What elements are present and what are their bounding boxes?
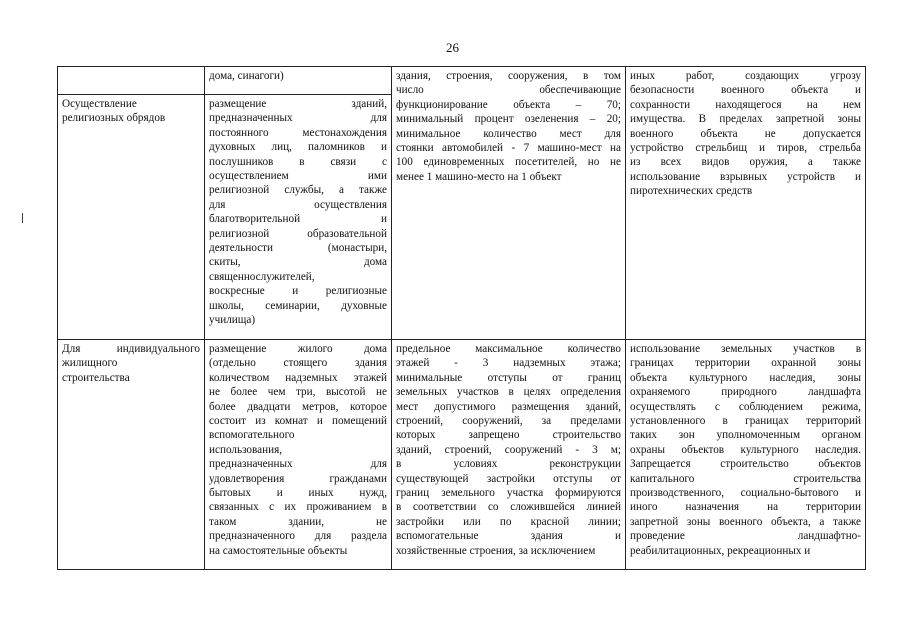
page-number: 26 — [446, 40, 459, 55]
text-line: дома, синагоги) — [209, 70, 284, 82]
text-line: бытовых и иных нужд, — [209, 487, 387, 500]
text-line: установленного в границах территорий — [630, 415, 861, 428]
text-line: устройство стрельбищ и тиров, стрельба — [630, 142, 861, 155]
text-line: проведение ландшафтно- — [630, 530, 861, 543]
text-line: этажей - 3 надземных этажа; — [396, 357, 621, 370]
text-line: размещение жилого дома — [209, 343, 387, 355]
text-line: из всех видов оружия, а также — [630, 156, 861, 169]
row2-parameters-cell — [392, 340, 626, 570]
text-line: минимальный процент озеленения – 20; — [396, 113, 621, 126]
text-line: не более чем три, высотой не — [209, 386, 387, 399]
row0-restrictions-cell — [626, 67, 866, 340]
text-line: более двадцати метров, которое — [209, 400, 387, 413]
text-line: состоит из комнат и помещений — [209, 415, 387, 428]
text-line: благотворительной и — [209, 213, 387, 226]
text-line: запретной зоны военного объекта, а также — [630, 515, 861, 528]
text-line: в условиях реконструкции — [396, 458, 621, 471]
text-line: производственного, социально-бытового и — [630, 487, 861, 500]
text-line: священнослужителей, — [209, 270, 315, 283]
text-line: капитального строительства — [630, 472, 861, 485]
text-line: здания, строения, сооружения, в том — [396, 70, 621, 82]
text-line: для осуществления — [209, 198, 387, 211]
text-line: количеством надземных этажей — [209, 371, 387, 384]
text-line: минимальные отступы от границ — [396, 371, 621, 384]
text-line: предназначенного для раздела — [209, 530, 387, 543]
text-line: таком здании, не — [209, 515, 387, 528]
text-line: таких зон уполномоченным органом — [630, 429, 861, 442]
text-line: на самостоятельные объекты — [209, 544, 348, 557]
text-line: деятельности (монастыри, — [209, 242, 387, 255]
text-line: иных работ, создающих угрозу — [630, 70, 861, 82]
text-line: постоянного местонахождения — [209, 126, 387, 139]
text-line: стоянки автомобилей - 7 машино-мест на — [396, 142, 621, 155]
text-line: пиротехнических средств — [630, 185, 753, 198]
text-line: число обеспечивающие — [396, 84, 621, 97]
text-line: минимальное количество мест для — [396, 127, 621, 140]
text-line: Запрещается строительство объектов — [630, 458, 861, 471]
text-line: училища) — [209, 314, 256, 327]
text-line: строительства — [62, 371, 130, 384]
text-line: размещение зданий, — [209, 98, 387, 110]
text-line: охраняемого природного ландшафта — [630, 386, 861, 399]
text-line: функционирование объекта – 70; — [396, 98, 621, 111]
text-line: существующей застройки отступы от — [396, 472, 621, 485]
text-line: религиозной службы, а также — [209, 184, 387, 197]
text-line: использование взрывных устройств и — [630, 170, 861, 183]
text-line: сохранности находящегося на нем — [630, 98, 861, 111]
text-line: Для индивидуального — [62, 343, 200, 355]
text-line: безопасности военного объекта и — [630, 84, 861, 97]
row1-name-cell — [58, 95, 205, 340]
text-line: мест допустимого размещения зданий, — [396, 400, 621, 413]
text-line: иного назначения на территории — [630, 501, 861, 514]
text-line: послушников в связи с — [209, 155, 387, 168]
row0-allowed-use-cell — [205, 67, 392, 95]
text-line: объекта культурного наследия, зоны — [630, 371, 861, 384]
row2-name-cell — [58, 340, 205, 570]
text-line: школы, семинарии, духовные — [209, 299, 387, 312]
text-line: зданий, строений, сооружений - 3 м; — [396, 443, 621, 456]
text-line: в соответствии со сложившейся линией — [396, 501, 621, 514]
text-line: которых запрещено строительство — [396, 429, 621, 442]
text-line: 100 единовременных посетителей, но не — [396, 156, 621, 169]
zoning-table — [57, 66, 866, 570]
row2-allowed-use-cell — [205, 340, 392, 570]
text-line: удовлетворения гражданами — [209, 472, 387, 485]
text-line: религиозных обрядов — [62, 112, 166, 125]
row0-parameters-cell — [392, 67, 626, 340]
text-line: предельное максимальное количество — [396, 343, 621, 355]
text-line: границах территории охранной зоны — [630, 357, 861, 370]
table-row — [58, 67, 866, 95]
text-line: связанных с их проживанием в — [209, 501, 387, 514]
text-line: земельных участков в целях определения — [396, 386, 621, 399]
text-line: жилищного — [62, 357, 118, 370]
text-line: (отдельно стоящего здания — [209, 357, 387, 370]
margin-mark — [22, 213, 23, 223]
text-line: военного объекта не допускается — [630, 127, 861, 140]
text-line: границ земельного участка формируются — [396, 487, 621, 500]
text-line: использования, — [209, 443, 283, 456]
text-line: осуществлять с соблюдением режима, — [630, 400, 861, 413]
text-line: вспомогательные здания и — [396, 530, 621, 543]
text-line: предназначенных для — [209, 112, 387, 125]
text-line: предназначенных для — [209, 458, 387, 471]
table-row — [58, 340, 866, 570]
text-line: имущества. В пределах запретной зоны — [630, 113, 861, 126]
text-line: охраны объектов культурного наследия. — [630, 443, 861, 456]
text-line: строений, сооружений, за пределами — [396, 415, 621, 428]
text-line: скиты, дома — [209, 256, 387, 269]
text-line: осуществлением ими — [209, 170, 387, 183]
text-line: воскресные и религиозные — [209, 285, 387, 298]
text-line: хозяйственные строения, за исключением — [396, 544, 596, 557]
text-line: реабилитационных, рекреационных и — [630, 544, 811, 557]
text-line: вспомогательного — [209, 429, 295, 442]
row0-name-cell — [58, 67, 205, 95]
text-line: духовных лиц, паломников и — [209, 141, 387, 154]
text-line: застройки или по красной линии; — [396, 515, 621, 528]
text-line: менее 1 машино-место на 1 объект — [396, 170, 562, 183]
text-line: религиозной образовательной — [209, 227, 387, 240]
row1-allowed-use-cell — [205, 95, 392, 340]
row2-restrictions-cell — [626, 340, 866, 570]
text-line: использование земельных участков в — [630, 343, 861, 355]
text-line: Осуществление — [62, 98, 137, 110]
